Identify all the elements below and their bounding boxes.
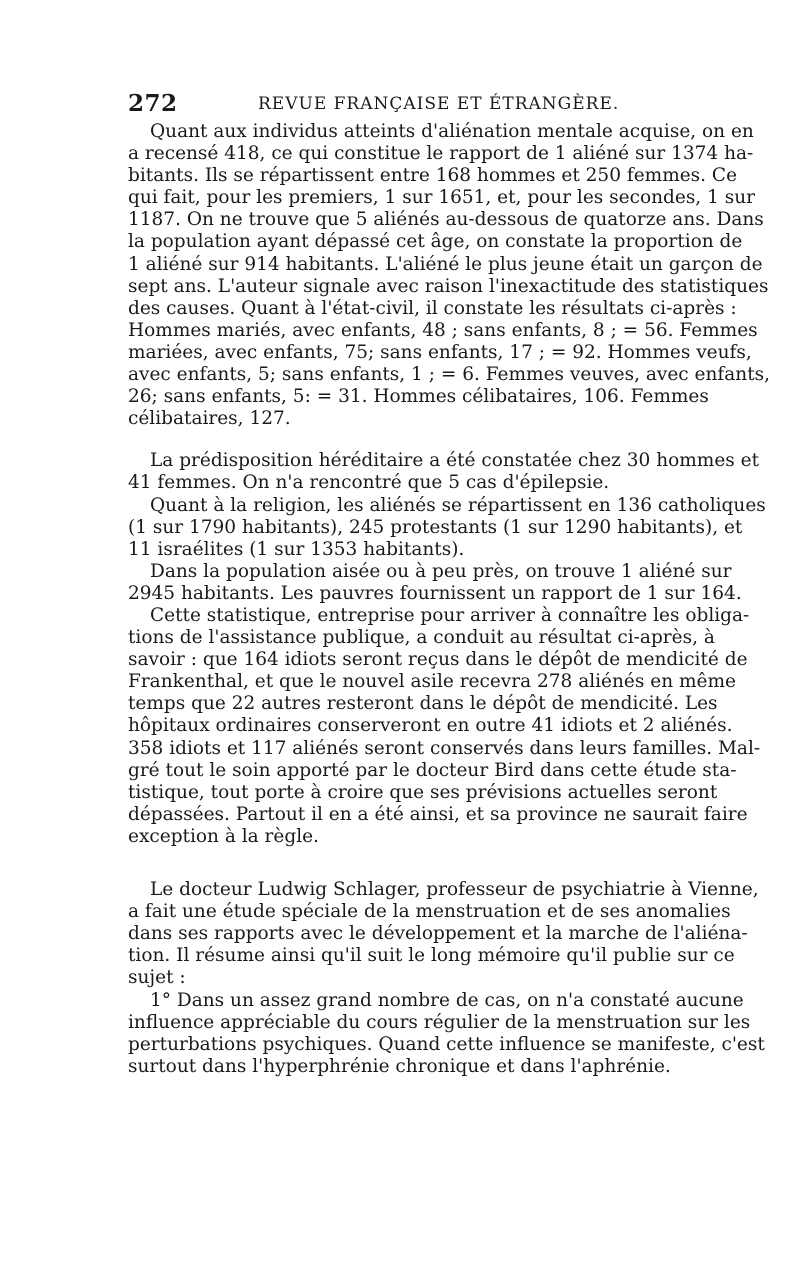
paragraph-alienation-acquise bbox=[128, 121, 771, 430]
text-line: 1° Dans un assez grand nombre de cas, on n'a constaté aucune bbox=[150, 990, 744, 1011]
page-header bbox=[128, 90, 684, 120]
text-line: Frankenthal, et que le nouvel asile recevra 278 aliénés en même bbox=[128, 671, 736, 693]
text-line: hôpitaux ordinaires conserveront en outre 41 idiots et 2 aliénés. bbox=[128, 715, 733, 737]
text-line: sept ans. L'auteur signale avec raison l'inexactitude des statistiques bbox=[128, 275, 769, 297]
text-line: temps que 22 autres resteront dans le dépôt de mendicité. Les bbox=[128, 693, 718, 715]
text-line: La prédisposition héréditaire a été constatée chez 30 hommes et bbox=[150, 450, 760, 471]
text-line: a fait une étude spéciale de la menstruation et de ses anomalies bbox=[128, 901, 731, 923]
paragraph-point-1 bbox=[128, 990, 765, 1078]
text-line: Cette statistique, entreprise pour arriver à connaître les obliga- bbox=[150, 605, 750, 626]
text-line: influence appréciable du cours régulier de la menstruation sur les bbox=[128, 1012, 751, 1034]
text-line: tion. Il résume ainsi qu'il suit le long mémoire qu'il publie sur ce bbox=[128, 945, 735, 967]
text-line: Dans la population aisée ou à peu près, on trouve 1 aliéné sur bbox=[150, 561, 732, 582]
text-line: des causes. Quant à l'état-civil, il constate les résultats ci-après : bbox=[128, 297, 737, 319]
text-line: perturbations psychiques. Quand cette influence se manifeste, c'est bbox=[128, 1034, 765, 1056]
text-line: 2945 habitants. Les pauvres fournissent un rapport de 1 sur 164. bbox=[128, 583, 742, 605]
text-line: avec enfants, 5; sans enfants, 1 ; = 6. Femmes veuves, avec enfants, bbox=[128, 364, 771, 386]
paragraph-religion bbox=[128, 495, 766, 561]
text-line: savoir : que 164 idiots seront reçus dans le dépôt de mendicité de bbox=[128, 649, 748, 671]
page-number: 272 bbox=[128, 90, 178, 117]
text-line: sujet : bbox=[128, 967, 186, 989]
running-head: REVUE FRANÇAISE ET ÉTRANGÈRE. bbox=[258, 94, 620, 114]
text-line: tistique, tout porte à croire que ses prévisions actuelles seront bbox=[128, 781, 718, 803]
text-line: tions de l'assistance publique, a conduit au résultat ci-après, à bbox=[128, 627, 715, 649]
text-line: surtout dans l'hyperphrénie chronique et dans l'aphrénie. bbox=[128, 1056, 671, 1078]
text-line: 1187. On ne trouve que 5 aliénés au-dessous de quatorze ans. Dans bbox=[128, 209, 764, 231]
text-line: bitants. Ils se répartissent entre 168 hommes et 250 femmes. Ce bbox=[128, 165, 738, 187]
paragraph-schlager bbox=[128, 879, 759, 989]
text-line: gré tout le soin apporté par le docteur Bird dans cette étude sta- bbox=[128, 759, 737, 781]
text-line: a recensé 418, ce qui constitue le rapport de 1 aliéné sur 1374 ha- bbox=[128, 143, 754, 165]
text-line: Le docteur Ludwig Schlager, professeur de psychiatrie à Vienne, bbox=[150, 879, 759, 900]
text-line: célibataires, 127. bbox=[128, 408, 291, 430]
text-line: (1 sur 1790 habitants), 245 protestants (1 sur 1290 habitants), et bbox=[128, 517, 743, 539]
paragraph-heredite bbox=[128, 450, 760, 494]
paragraph-statistique bbox=[128, 605, 761, 848]
text-line: 41 femmes. On n'a rencontré que 5 cas d'épilepsie. bbox=[128, 472, 610, 494]
text-line: Hommes mariés, avec enfants, 48 ; sans enfants, 8 ; = 56. Femmes bbox=[128, 319, 758, 341]
text-line: Quant aux individus atteints d'aliénation mentale acquise, on en bbox=[150, 121, 754, 142]
text-line: qui fait, pour les premiers, 1 sur 1651, et, pour les secondes, 1 sur bbox=[128, 187, 755, 209]
text-line: dépassées. Partout il en a été ainsi, et sa province ne saurait faire bbox=[128, 803, 748, 825]
text-line: Quant à la religion, les aliénés se répartissent en 136 catholiques bbox=[150, 495, 766, 516]
text-line: la population ayant dépassé cet âge, on constate la proportion de bbox=[128, 231, 743, 253]
text-line: exception à la règle. bbox=[128, 825, 319, 847]
text-line: dans ses rapports avec le développement et la marche de l'aliéna- bbox=[128, 923, 748, 945]
paragraph-population-aisee bbox=[128, 561, 742, 605]
text-line: 26; sans enfants, 5: = 31. Hommes célibataires, 106. Femmes bbox=[128, 386, 709, 408]
text-line: 358 idiots et 117 aliénés seront conservés dans leurs familles. Mal- bbox=[128, 737, 761, 759]
text-line: 1 aliéné sur 914 habitants. L'aliéné le plus jeune était un garçon de bbox=[128, 253, 763, 275]
text-line: 11 israélites (1 sur 1353 habitants). bbox=[128, 539, 465, 561]
text-line: mariées, avec enfants, 75; sans enfants, 17 ; = 92. Hommes veufs, bbox=[128, 341, 752, 363]
